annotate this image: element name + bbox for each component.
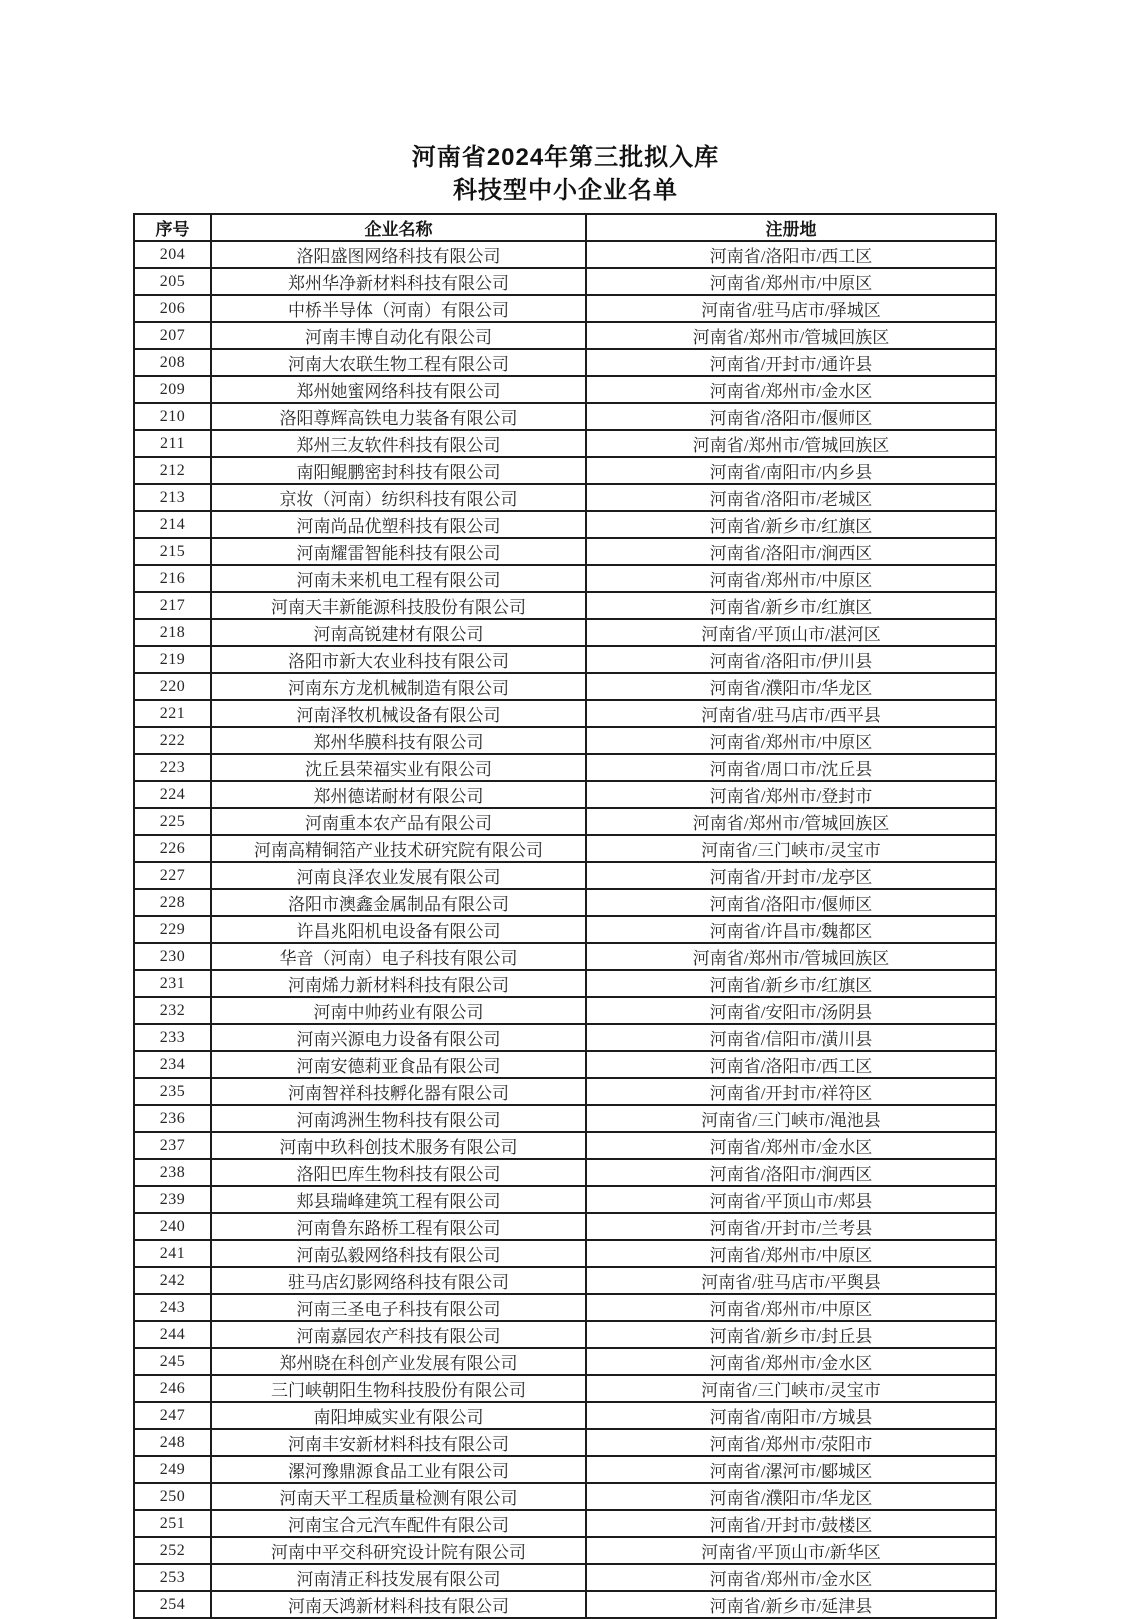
company-name-cell: 南阳鲲鹏密封科技有限公司 (211, 457, 586, 484)
table-body (134, 241, 996, 1618)
table-row (134, 511, 996, 538)
company-name-cell: 河南弘毅网络科技有限公司 (211, 1240, 586, 1267)
row-number-cell: 240 (134, 1213, 211, 1240)
company-name-cell: 河南尚品优塑科技有限公司 (211, 511, 586, 538)
row-number-cell: 217 (134, 592, 211, 619)
location-cell: 河南省/洛阳市/偃师区 (586, 889, 996, 916)
location-cell: 河南省/郑州市/管城回族区 (586, 943, 996, 970)
table-row (134, 673, 996, 700)
company-name-cell: 河南高锐建材有限公司 (211, 619, 586, 646)
location-cell: 河南省/平顶山市/湛河区 (586, 619, 996, 646)
table-row (134, 1159, 996, 1186)
location-cell: 河南省/漯河市/郾城区 (586, 1456, 996, 1483)
row-number-cell: 238 (134, 1159, 211, 1186)
company-name-cell: 华音（河南）电子科技有限公司 (211, 943, 586, 970)
company-name-cell: 洛阳市新大农业科技有限公司 (211, 646, 586, 673)
company-name-cell: 洛阳盛图网络科技有限公司 (211, 241, 586, 268)
table-row (134, 1402, 996, 1429)
table-row (134, 916, 996, 943)
company-name-cell: 河南泽牧机械设备有限公司 (211, 700, 586, 727)
column-header-location: 注册地 (586, 214, 996, 241)
company-name-cell: 郑州德诺耐材有限公司 (211, 781, 586, 808)
company-name-cell: 河南中平交科研究设计院有限公司 (211, 1537, 586, 1564)
location-cell: 河南省/洛阳市/西工区 (586, 241, 996, 268)
table-row (134, 592, 996, 619)
company-name-cell: 河南东方龙机械制造有限公司 (211, 673, 586, 700)
location-cell: 河南省/驻马店市/驿城区 (586, 295, 996, 322)
table-row (134, 1321, 996, 1348)
row-number-cell: 253 (134, 1564, 211, 1591)
table-row (134, 619, 996, 646)
row-number-cell: 241 (134, 1240, 211, 1267)
table-header (134, 214, 996, 241)
table-row (134, 997, 996, 1024)
company-name-cell: 郑州华膜科技有限公司 (211, 727, 586, 754)
location-cell: 河南省/开封市/通许县 (586, 349, 996, 376)
location-cell: 河南省/南阳市/内乡县 (586, 457, 996, 484)
table-row (134, 781, 996, 808)
company-name-cell: 驻马店幻影网络科技有限公司 (211, 1267, 586, 1294)
location-cell: 河南省/三门峡市/渑池县 (586, 1105, 996, 1132)
table-row (134, 943, 996, 970)
row-number-cell: 218 (134, 619, 211, 646)
table-row (134, 727, 996, 754)
row-number-cell: 213 (134, 484, 211, 511)
company-name-cell: 河南智祥科技孵化器有限公司 (211, 1078, 586, 1105)
table-row (134, 1051, 996, 1078)
company-name-cell: 河南中玖科创技术服务有限公司 (211, 1132, 586, 1159)
table-row (134, 295, 996, 322)
table-row (134, 835, 996, 862)
location-cell: 河南省/郑州市/金水区 (586, 1564, 996, 1591)
location-cell: 河南省/郑州市/管城回族区 (586, 322, 996, 349)
row-number-cell: 242 (134, 1267, 211, 1294)
company-name-cell: 河南天丰新能源科技股份有限公司 (211, 592, 586, 619)
company-name-cell: 河南清正科技发展有限公司 (211, 1564, 586, 1591)
location-cell: 河南省/洛阳市/伊川县 (586, 646, 996, 673)
table-row (134, 1132, 996, 1159)
table-row (134, 1537, 996, 1564)
row-number-cell: 207 (134, 322, 211, 349)
company-name-cell: 沈丘县荣福实业有限公司 (211, 754, 586, 781)
company-name-cell: 河南高精铜箔产业技术研究院有限公司 (211, 835, 586, 862)
location-cell: 河南省/新乡市/延津县 (586, 1591, 996, 1618)
row-number-cell: 223 (134, 754, 211, 781)
company-name-cell: 南阳坤威实业有限公司 (211, 1402, 586, 1429)
row-number-cell: 229 (134, 916, 211, 943)
row-number-cell: 239 (134, 1186, 211, 1213)
table-row (134, 1483, 996, 1510)
company-name-cell: 洛阳巴库生物科技有限公司 (211, 1159, 586, 1186)
header-row (134, 214, 996, 241)
location-cell: 河南省/平顶山市/郏县 (586, 1186, 996, 1213)
location-cell: 河南省/郑州市/金水区 (586, 376, 996, 403)
company-name-cell: 郑州她蜜网络科技有限公司 (211, 376, 586, 403)
company-name-cell: 河南兴源电力设备有限公司 (211, 1024, 586, 1051)
location-cell: 河南省/濮阳市/华龙区 (586, 1483, 996, 1510)
row-number-cell: 227 (134, 862, 211, 889)
row-number-cell: 228 (134, 889, 211, 916)
company-name-cell: 河南鸿洲生物科技有限公司 (211, 1105, 586, 1132)
location-cell: 河南省/信阳市/潢川县 (586, 1024, 996, 1051)
row-number-cell: 210 (134, 403, 211, 430)
row-number-cell: 230 (134, 943, 211, 970)
row-number-cell: 231 (134, 970, 211, 997)
table-row (134, 700, 996, 727)
company-name-cell: 中桥半导体（河南）有限公司 (211, 295, 586, 322)
row-number-cell: 224 (134, 781, 211, 808)
row-number-cell: 219 (134, 646, 211, 673)
company-name-cell: 京妆（河南）纺织科技有限公司 (211, 484, 586, 511)
table-row (134, 403, 996, 430)
table-row (134, 1294, 996, 1321)
location-cell: 河南省/驻马店市/平舆县 (586, 1267, 996, 1294)
company-name-cell: 河南重本农产品有限公司 (211, 808, 586, 835)
table-row (134, 889, 996, 916)
company-name-cell: 郑州晓在科创产业发展有限公司 (211, 1348, 586, 1375)
row-number-cell: 248 (134, 1429, 211, 1456)
company-name-cell: 河南良泽农业发展有限公司 (211, 862, 586, 889)
company-name-cell: 河南未来机电工程有限公司 (211, 565, 586, 592)
row-number-cell: 245 (134, 1348, 211, 1375)
company-name-cell: 郏县瑞峰建筑工程有限公司 (211, 1186, 586, 1213)
company-name-cell: 郑州三友软件科技有限公司 (211, 430, 586, 457)
location-cell: 河南省/洛阳市/老城区 (586, 484, 996, 511)
table-row (134, 268, 996, 295)
row-number-cell: 244 (134, 1321, 211, 1348)
document-title (0, 0, 1131, 207)
location-cell: 河南省/新乡市/红旗区 (586, 970, 996, 997)
company-name-cell: 河南烯力新材料科技有限公司 (211, 970, 586, 997)
row-number-cell: 225 (134, 808, 211, 835)
location-cell: 河南省/许昌市/魏都区 (586, 916, 996, 943)
company-name-cell: 河南天平工程质量检测有限公司 (211, 1483, 586, 1510)
table-row (134, 1564, 996, 1591)
location-cell: 河南省/洛阳市/涧西区 (586, 1159, 996, 1186)
company-name-cell: 河南中帅药业有限公司 (211, 997, 586, 1024)
row-number-cell: 214 (134, 511, 211, 538)
row-number-cell: 212 (134, 457, 211, 484)
row-number-cell: 234 (134, 1051, 211, 1078)
location-cell: 河南省/郑州市/中原区 (586, 727, 996, 754)
row-number-cell: 205 (134, 268, 211, 295)
table-row (134, 808, 996, 835)
row-number-cell: 250 (134, 1483, 211, 1510)
location-cell: 河南省/开封市/兰考县 (586, 1213, 996, 1240)
row-number-cell: 254 (134, 1591, 211, 1618)
row-number-cell: 222 (134, 727, 211, 754)
company-name-cell: 河南丰安新材料科技有限公司 (211, 1429, 586, 1456)
company-name-cell: 河南三圣电子科技有限公司 (211, 1294, 586, 1321)
row-number-cell: 220 (134, 673, 211, 700)
location-cell: 河南省/郑州市/荥阳市 (586, 1429, 996, 1456)
company-name-cell: 三门峡朝阳生物科技股份有限公司 (211, 1375, 586, 1402)
row-number-cell: 208 (134, 349, 211, 376)
company-name-cell: 河南大农联生物工程有限公司 (211, 349, 586, 376)
company-name-cell: 河南耀雷智能科技有限公司 (211, 538, 586, 565)
location-cell: 河南省/开封市/龙亭区 (586, 862, 996, 889)
location-cell: 河南省/洛阳市/西工区 (586, 1051, 996, 1078)
table-row (134, 1591, 996, 1618)
table-row (134, 457, 996, 484)
row-number-cell: 235 (134, 1078, 211, 1105)
location-cell: 河南省/新乡市/封丘县 (586, 1321, 996, 1348)
table-row (134, 754, 996, 781)
row-number-cell: 204 (134, 241, 211, 268)
table-row (134, 1186, 996, 1213)
table-row (134, 1348, 996, 1375)
location-cell: 河南省/三门峡市/灵宝市 (586, 1375, 996, 1402)
table-row (134, 862, 996, 889)
location-cell: 河南省/周口市/沈丘县 (586, 754, 996, 781)
location-cell: 河南省/郑州市/管城回族区 (586, 808, 996, 835)
row-number-cell: 209 (134, 376, 211, 403)
location-cell: 河南省/郑州市/中原区 (586, 565, 996, 592)
row-number-cell: 232 (134, 997, 211, 1024)
row-number-cell: 246 (134, 1375, 211, 1402)
company-name-cell: 河南嘉园农产科技有限公司 (211, 1321, 586, 1348)
location-cell: 河南省/新乡市/红旗区 (586, 592, 996, 619)
table-row (134, 322, 996, 349)
row-number-cell: 226 (134, 835, 211, 862)
location-cell: 河南省/洛阳市/涧西区 (586, 538, 996, 565)
row-number-cell: 233 (134, 1024, 211, 1051)
location-cell: 河南省/濮阳市/华龙区 (586, 673, 996, 700)
row-number-cell: 236 (134, 1105, 211, 1132)
location-cell: 河南省/洛阳市/偃师区 (586, 403, 996, 430)
row-number-cell: 251 (134, 1510, 211, 1537)
table-row (134, 1213, 996, 1240)
company-name-cell: 许昌兆阳机电设备有限公司 (211, 916, 586, 943)
location-cell: 河南省/郑州市/中原区 (586, 1240, 996, 1267)
company-name-cell: 漯河豫鼎源食品工业有限公司 (211, 1456, 586, 1483)
column-header-company-name: 企业名称 (211, 214, 586, 241)
column-header-number: 序号 (134, 214, 211, 241)
company-name-cell: 河南丰博自动化有限公司 (211, 322, 586, 349)
table-row (134, 970, 996, 997)
location-cell: 河南省/郑州市/金水区 (586, 1132, 996, 1159)
location-cell: 河南省/郑州市/金水区 (586, 1348, 996, 1375)
table-row (134, 1024, 996, 1051)
table-row (134, 349, 996, 376)
table-row (134, 538, 996, 565)
table-row (134, 1267, 996, 1294)
company-table (133, 213, 997, 1619)
location-cell: 河南省/开封市/祥符区 (586, 1078, 996, 1105)
location-cell: 河南省/新乡市/红旗区 (586, 511, 996, 538)
company-name-cell: 河南天鸿新材料科技有限公司 (211, 1591, 586, 1618)
table-row (134, 430, 996, 457)
table-row (134, 241, 996, 268)
company-name-cell: 河南安德莉亚食品有限公司 (211, 1051, 586, 1078)
row-number-cell: 215 (134, 538, 211, 565)
location-cell: 河南省/郑州市/管城回族区 (586, 430, 996, 457)
table-row (134, 646, 996, 673)
row-number-cell: 211 (134, 430, 211, 457)
table-row (134, 1240, 996, 1267)
row-number-cell: 243 (134, 1294, 211, 1321)
row-number-cell: 249 (134, 1456, 211, 1483)
location-cell: 河南省/南阳市/方城县 (586, 1402, 996, 1429)
row-number-cell: 252 (134, 1537, 211, 1564)
location-cell: 河南省/驻马店市/西平县 (586, 700, 996, 727)
title-line-2: 科技型中小企业名单 (453, 177, 678, 204)
table-row (134, 1456, 996, 1483)
location-cell: 河南省/开封市/鼓楼区 (586, 1510, 996, 1537)
company-name-cell: 河南鲁东路桥工程有限公司 (211, 1213, 586, 1240)
location-cell: 河南省/郑州市/中原区 (586, 1294, 996, 1321)
table-row (134, 376, 996, 403)
table-row (134, 484, 996, 511)
table-row (134, 1375, 996, 1402)
location-cell: 河南省/郑州市/中原区 (586, 268, 996, 295)
location-cell: 河南省/安阳市/汤阴县 (586, 997, 996, 1024)
location-cell: 河南省/平顶山市/新华区 (586, 1537, 996, 1564)
company-name-cell: 洛阳市澳鑫金属制品有限公司 (211, 889, 586, 916)
row-number-cell: 237 (134, 1132, 211, 1159)
title-line-1: 河南省2024年第三批拟入库 (411, 144, 720, 171)
company-name-cell: 洛阳尊辉高铁电力装备有限公司 (211, 403, 586, 430)
table-row (134, 1078, 996, 1105)
table-row (134, 565, 996, 592)
table-row (134, 1105, 996, 1132)
company-name-cell: 郑州华净新材料科技有限公司 (211, 268, 586, 295)
table-row (134, 1510, 996, 1537)
location-cell: 河南省/郑州市/登封市 (586, 781, 996, 808)
row-number-cell: 221 (134, 700, 211, 727)
table-row (134, 1429, 996, 1456)
row-number-cell: 206 (134, 295, 211, 322)
company-name-cell: 河南宝合元汽车配件有限公司 (211, 1510, 586, 1537)
row-number-cell: 247 (134, 1402, 211, 1429)
location-cell: 河南省/三门峡市/灵宝市 (586, 835, 996, 862)
row-number-cell: 216 (134, 565, 211, 592)
